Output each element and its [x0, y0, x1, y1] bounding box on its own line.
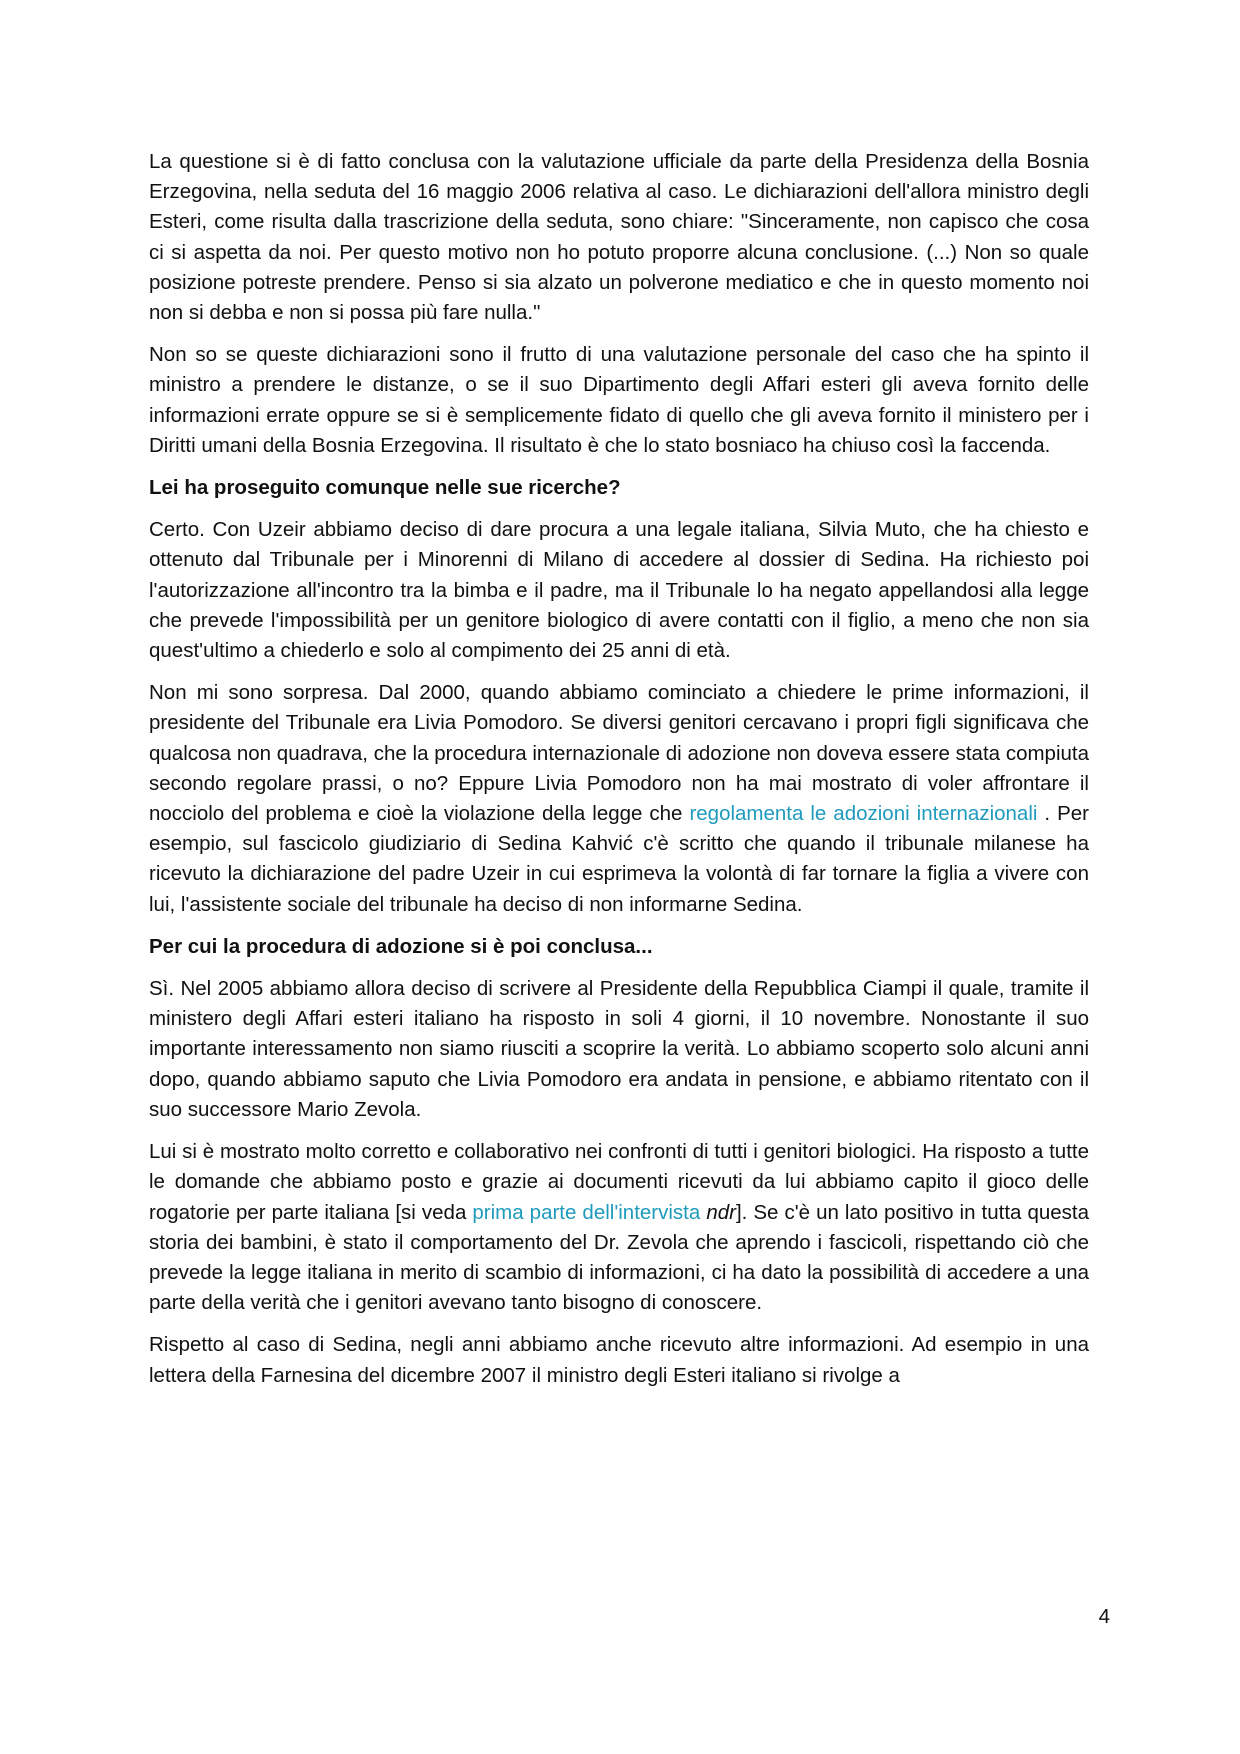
link-international-adoption-law[interactable]: regolamenta le adozioni internazionali: [689, 802, 1038, 826]
paragraph-minister-statements: Non so se queste dichiarazioni sono il frutto di una valutazione personale del caso che ha spinto il ministro a prendere le distanze, o se il suo Dipartimento degli Affari esteri gli aveva fornito delle informazioni errate oppure se si è semplicemente fidato di quello che gli aveva fornito il ministero per i Diritti umani della Bosnia Erzegovina. Il risultato è che lo stato bosniaco ha chiuso così la faccenda.: [149, 343, 1089, 457]
paragraph-text-after-link: . Per esempio, sul fascicolo giudiziario di Sedina Kahvić c'è scritto che quando il tribunale milanese ha ricevuto la dichiarazione del padre Uzeir in cui esprimeva la volontà di far tornare la figlia a vivere con lui, l'assistente sociale del tribunale ha deciso di non informarne Sedina.: [149, 802, 1089, 916]
paragraph-tribunal-president: [149, 678, 1089, 920]
interview-question-adoption-concluded: Per cui la procedura di adozione si è poi conclusa...: [149, 934, 653, 958]
paragraph-legal-procedure: Certo. Con Uzeir abbiamo deciso di dare procura a una legale italiana, Silvia Muto, che ha chiesto e ottenuto dal Tribunale per i Minorenni di Milano di accedere al dossier di Sedina. Ha richiesto poi l'autorizzazione all'incontro tra la bimba e il padre, ma il Tribunale lo ha negato appellandosi alla legge che prevede l'impossibilità per un genitore biologico di avere contatti con il figlio, a meno che non sia quest'ultimo a chiederlo e solo al compimento dei 25 anni di età.: [149, 518, 1089, 663]
page-number: 4: [1098, 1605, 1110, 1628]
interview-question-research: Lei ha proseguito comunque nelle sue ricerche?: [149, 476, 621, 500]
paragraph-zevola-cooperation: [149, 1137, 1089, 1318]
paragraph-text-before-link: Lui si è mostrato molto corretto e collaborativo nei confronti di tutti i genitori biologici. Ha risposto a tutte le domande che abbiamo posto e grazie ai documenti ricevuti da lui abbiamo capito il gioco delle rogatorie per parte italiana [si veda: [149, 1140, 1089, 1224]
paragraph-farnesina-letter: Rispetto al caso di Sedina, negli anni abbiamo anche ricevuto altre informazioni. Ad esempio in una lettera della Farnesina del dicembre 2007 il ministro degli Esteri italiano si rivolge a: [149, 1333, 1089, 1387]
paragraph-letter-to-president: Sì. Nel 2005 abbiamo allora deciso di scrivere al Presidente della Repubblica Ciampi il quale, tramite il ministero degli Affari esteri italiano ha risposto in soli 4 giorni, il 10 novembre. Nonostante il suo importante interessamento non siamo riusciti a scoprire la verità. Lo abbiamo scoperto solo alcuni anni dopo, quando abbiamo saputo che Livia Pomodoro era andata in pensione, e abbiamo ritentato con il suo successore Mario Zevola.: [149, 977, 1089, 1121]
paragraph-text-after-link: ]. Se c'è un lato positivo in tutta questa storia dei bambini, è stato il comportamento del Dr. Zevola che aprendo i fascicoli, rispettando ciò che prevede la legge italiana in merito di scambio di informazioni, ci ha dato la possibilità di accedere a una parte della verità che i genitori avevano tanto bisogno di conoscere.: [149, 1200, 1089, 1315]
document-page: [149, 147, 1089, 1403]
link-first-part-interview[interactable]: prima parte dell'intervista: [472, 1200, 701, 1224]
editor-note: ndr: [700, 1200, 736, 1224]
paragraph-text-before-link: Non mi sono sorpresa. Dal 2000, quando abbiamo cominciato a chiedere le prime informazioni, il presidente del Tribunale era Livia Pomodoro. Se diversi genitori cercavano i propri figli significava che qualcosa non quadrava, che la procedura internazionale di adozione non doveva essere stata compiuta secondo regolare prassi, o no? Eppure Livia Pomodoro non ha mai mostrato di voler affrontare il nocciolo del problema e cioè la violazione della legge che: [149, 681, 1089, 826]
paragraph-presidency-assessment: La questione si è di fatto conclusa con la valutazione ufficiale da parte della Presidenza della Bosnia Erzegovina, nella seduta del 16 maggio 2006 relativa al caso. Le dichiarazioni dell'allora ministro degli Esteri, come risulta dalla trascrizione della seduta, sono chiare: "Sinceramente, non capisco che cosa ci si aspetta da noi. Per questo motivo non ho potuto proporre alcuna conclusione. (...) Non so quale posizione potreste prendere. Penso si sia alzato un polverone mediatico e che in questo momento noi non si debba e non si possa più fare nulla.": [149, 150, 1089, 325]
